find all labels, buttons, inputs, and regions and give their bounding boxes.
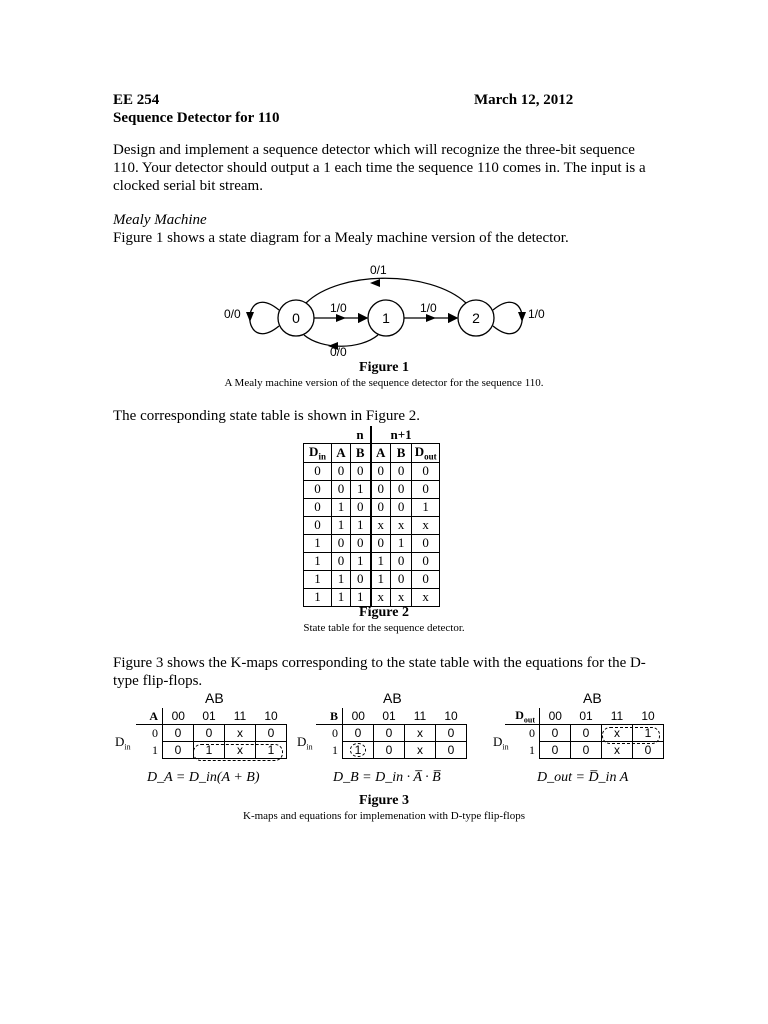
kmap-a-ab-label: AB: [205, 690, 224, 706]
table-header-row: $D_{in}$ A B A B $D_{out}$: [304, 444, 440, 463]
state-table: [303, 426, 440, 607]
svg-text:2: 2: [472, 310, 480, 326]
document-date: March 12, 2012: [474, 92, 574, 108]
group-n-label: n: [351, 426, 371, 444]
self-loop-2-label: 1/0: [528, 307, 545, 321]
course-code: EE 254: [113, 92, 160, 108]
figure1-caption: A Mealy machine version of the sequence detector for the sequence 110.: [224, 377, 544, 389]
kmap-b-ab-label: AB: [383, 690, 402, 706]
figure3-caption: K-maps and equations for implemenation with D-type flip-flops: [243, 810, 525, 822]
kmap-intro: Figure 3 shows the K-maps corresponding to the state table with the equations for the D-type flip-flops.: [113, 655, 646, 689]
figure2-title: Figure 2: [359, 605, 409, 620]
table-row: 1 1 1 x x x: [304, 588, 440, 606]
state-0: [278, 300, 314, 336]
intro-paragraph: Design and implement a sequence detector which will recognize the three-bit sequence 110. Your detector should output a 1 each time the sequence 110 comes in. The input is a clocked serial bit stream.: [113, 142, 646, 194]
kmap-dout-din-label: $D_{in}$: [493, 734, 509, 752]
group-n1-label: n+1: [390, 426, 412, 442]
kmap-a: A 00 01 11 10 0 0 0 x 0 1 0 1 x 1: [136, 708, 287, 759]
edge-0-to-1-label: 1/0: [330, 301, 347, 315]
table-row: 0 1 0 0 0 1: [304, 498, 440, 516]
kmap-b: B 00 01 11 10 0 0 0 x 0 1 1 0 x 0: [316, 708, 467, 759]
figure2-caption: State table for the sequence detector.: [303, 622, 465, 634]
kmap-dout-ab-label: AB: [583, 690, 602, 706]
kmap-a-group: [193, 744, 283, 761]
state-2: [458, 300, 494, 336]
edge-2-to-0: [306, 278, 466, 303]
edge-1-to-0-label: 0/0: [330, 345, 347, 359]
figure3-title: Figure 3: [359, 793, 409, 808]
self-loop-0: [250, 302, 279, 333]
state-1: [368, 300, 404, 336]
table-row: 0 0 0 0 0 0: [304, 462, 440, 480]
table-row: 0 1 1 x x x: [304, 516, 440, 534]
mealy-heading: Mealy Machine: [113, 212, 207, 228]
kmap-a-equation: D_A = D_in(A + B): [147, 770, 260, 785]
document-title: Sequence Detector for 110: [113, 110, 280, 126]
edge-2-to-0-label: 0/1: [370, 263, 387, 277]
state-diagram: [210, 258, 570, 360]
table-row: 0 0 1 0 0 0: [304, 480, 440, 498]
kmap-a-din-label: $D_{in}$: [115, 734, 131, 752]
mealy-text: Figure 1 shows a state diagram for a Mealy machine version of the detector.: [113, 230, 569, 246]
kmap-b-din-label: $D_{in}$: [297, 734, 313, 752]
table-row: 1 0 1 1 0 0: [304, 552, 440, 570]
self-loop-2: [493, 302, 522, 333]
figure1-title: Figure 1: [359, 360, 409, 375]
kmap-dout-equation: D_out = D̅_in A: [537, 770, 629, 785]
table-row: 1 0 0 0 1 0: [304, 534, 440, 552]
edge-1-to-2-label: 1/0: [420, 301, 437, 315]
table-intro: The corresponding state table is shown in Figure 2.: [113, 408, 421, 424]
kmap-dout: $D_{out}$ 00 01 11 10 0 0 0 x 1 1 0 0 x 0: [505, 708, 664, 759]
kmap-b-equation: D_B = D_in · A̅ · B̅: [333, 770, 441, 785]
self-loop-0-label: 0/0: [224, 307, 241, 321]
kmap-dout-group: [602, 727, 660, 744]
table-row: 1 1 0 1 0 0: [304, 570, 440, 588]
svg-text:1: 1: [382, 310, 390, 326]
kmap-b-group: 1: [350, 743, 367, 757]
svg-text:0: 0: [292, 310, 300, 326]
